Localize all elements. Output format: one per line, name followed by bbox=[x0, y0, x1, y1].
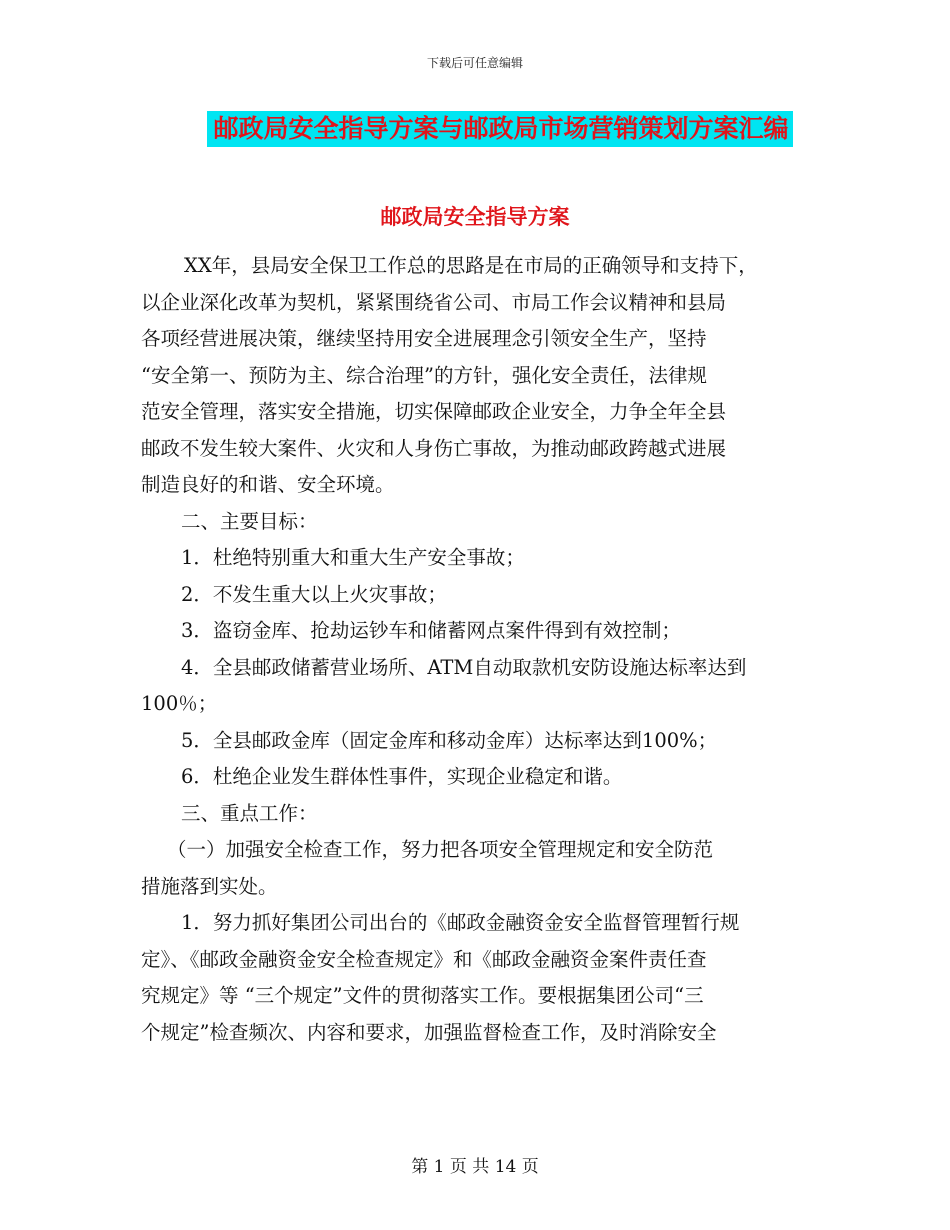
paragraph-line: 定》、《邮政金融资金安全检查规定》和《邮政金融资金案件责任查 bbox=[141, 947, 707, 971]
paragraph-line: 范安全管理，落实安全措施，切实保障邮政企业安全，力争全年全县 bbox=[141, 400, 727, 423]
paragraph-line: “安全第一、预防为主、综合治理”的方针，强化安全责任，法律规 bbox=[141, 363, 707, 387]
section-title: 邮政局安全指导方案 bbox=[380, 205, 570, 229]
list-item: 4．全县邮政储蓄营业场所、ATM自动取款机安防设施达标率达到 bbox=[181, 655, 747, 679]
list-item: 3．盗窃金库、抢劫运钞车和储蓄网点案件得到有效控制； bbox=[181, 619, 681, 642]
list-item-continuation: 100％； bbox=[141, 692, 218, 715]
paragraph-line: XX年，县局安全保卫工作总的思路是在市局的正确领导和支持下， bbox=[184, 254, 758, 277]
list-item: 5．全县邮政金库（固定金库和移动金库）达标率达到100%； bbox=[181, 728, 718, 752]
document-body bbox=[141, 248, 806, 1051]
section-heading-key-work: 三、重点工作： bbox=[181, 801, 318, 825]
document-title: 邮政局安全指导方案与邮政局市场营销策划方案汇编 bbox=[207, 111, 792, 147]
document-title-wrap bbox=[0, 111, 950, 147]
section-heading-goals: 二、主要目标： bbox=[181, 509, 318, 533]
header-note: 下载后可任意编辑 bbox=[426, 56, 523, 70]
list-item: 2．不发生重大以上火灾事故； bbox=[181, 582, 447, 606]
paragraph-line: 究规定》等 “三个规定”文件的贯彻落实工作。要根据集团公司“三 bbox=[141, 984, 704, 1007]
paragraph-line: 制造良好的和谐、安全环境。 bbox=[141, 473, 395, 496]
paragraph-line: 各项经营进展决策，继续坚持用安全进展理念引领安全生产，坚持 bbox=[141, 327, 707, 350]
paragraph-line: 邮政不发生较大案件、火灾和人身伤亡事故，为推动邮政跨越式进展 bbox=[141, 436, 727, 460]
paragraph-line: 1．努力抓好集团公司出台的《邮政金融资金安全监督管理暂行规 bbox=[181, 911, 740, 934]
paragraph-line: 个规定”检查频次、内容和要求，加强监督检查工作，及时消除安全 bbox=[141, 1020, 717, 1044]
paragraph-line: 以企业深化改革为契机，紧紧围绕省公司、市局工作会议精神和县局 bbox=[141, 290, 727, 314]
subsection-heading: （一）加强安全检查工作，努力把各项安全管理规定和安全防范 bbox=[167, 838, 714, 861]
list-item: 1．杜绝特别重大和重大生产安全事故； bbox=[181, 546, 525, 569]
subsection-heading-continuation: 措施落到实处。 bbox=[141, 874, 278, 898]
page-footer: 第 1 页 共 14 页 bbox=[411, 1157, 539, 1177]
list-item: 6．杜绝企业发生群体性事件，实现企业稳定和谐。 bbox=[181, 765, 623, 788]
